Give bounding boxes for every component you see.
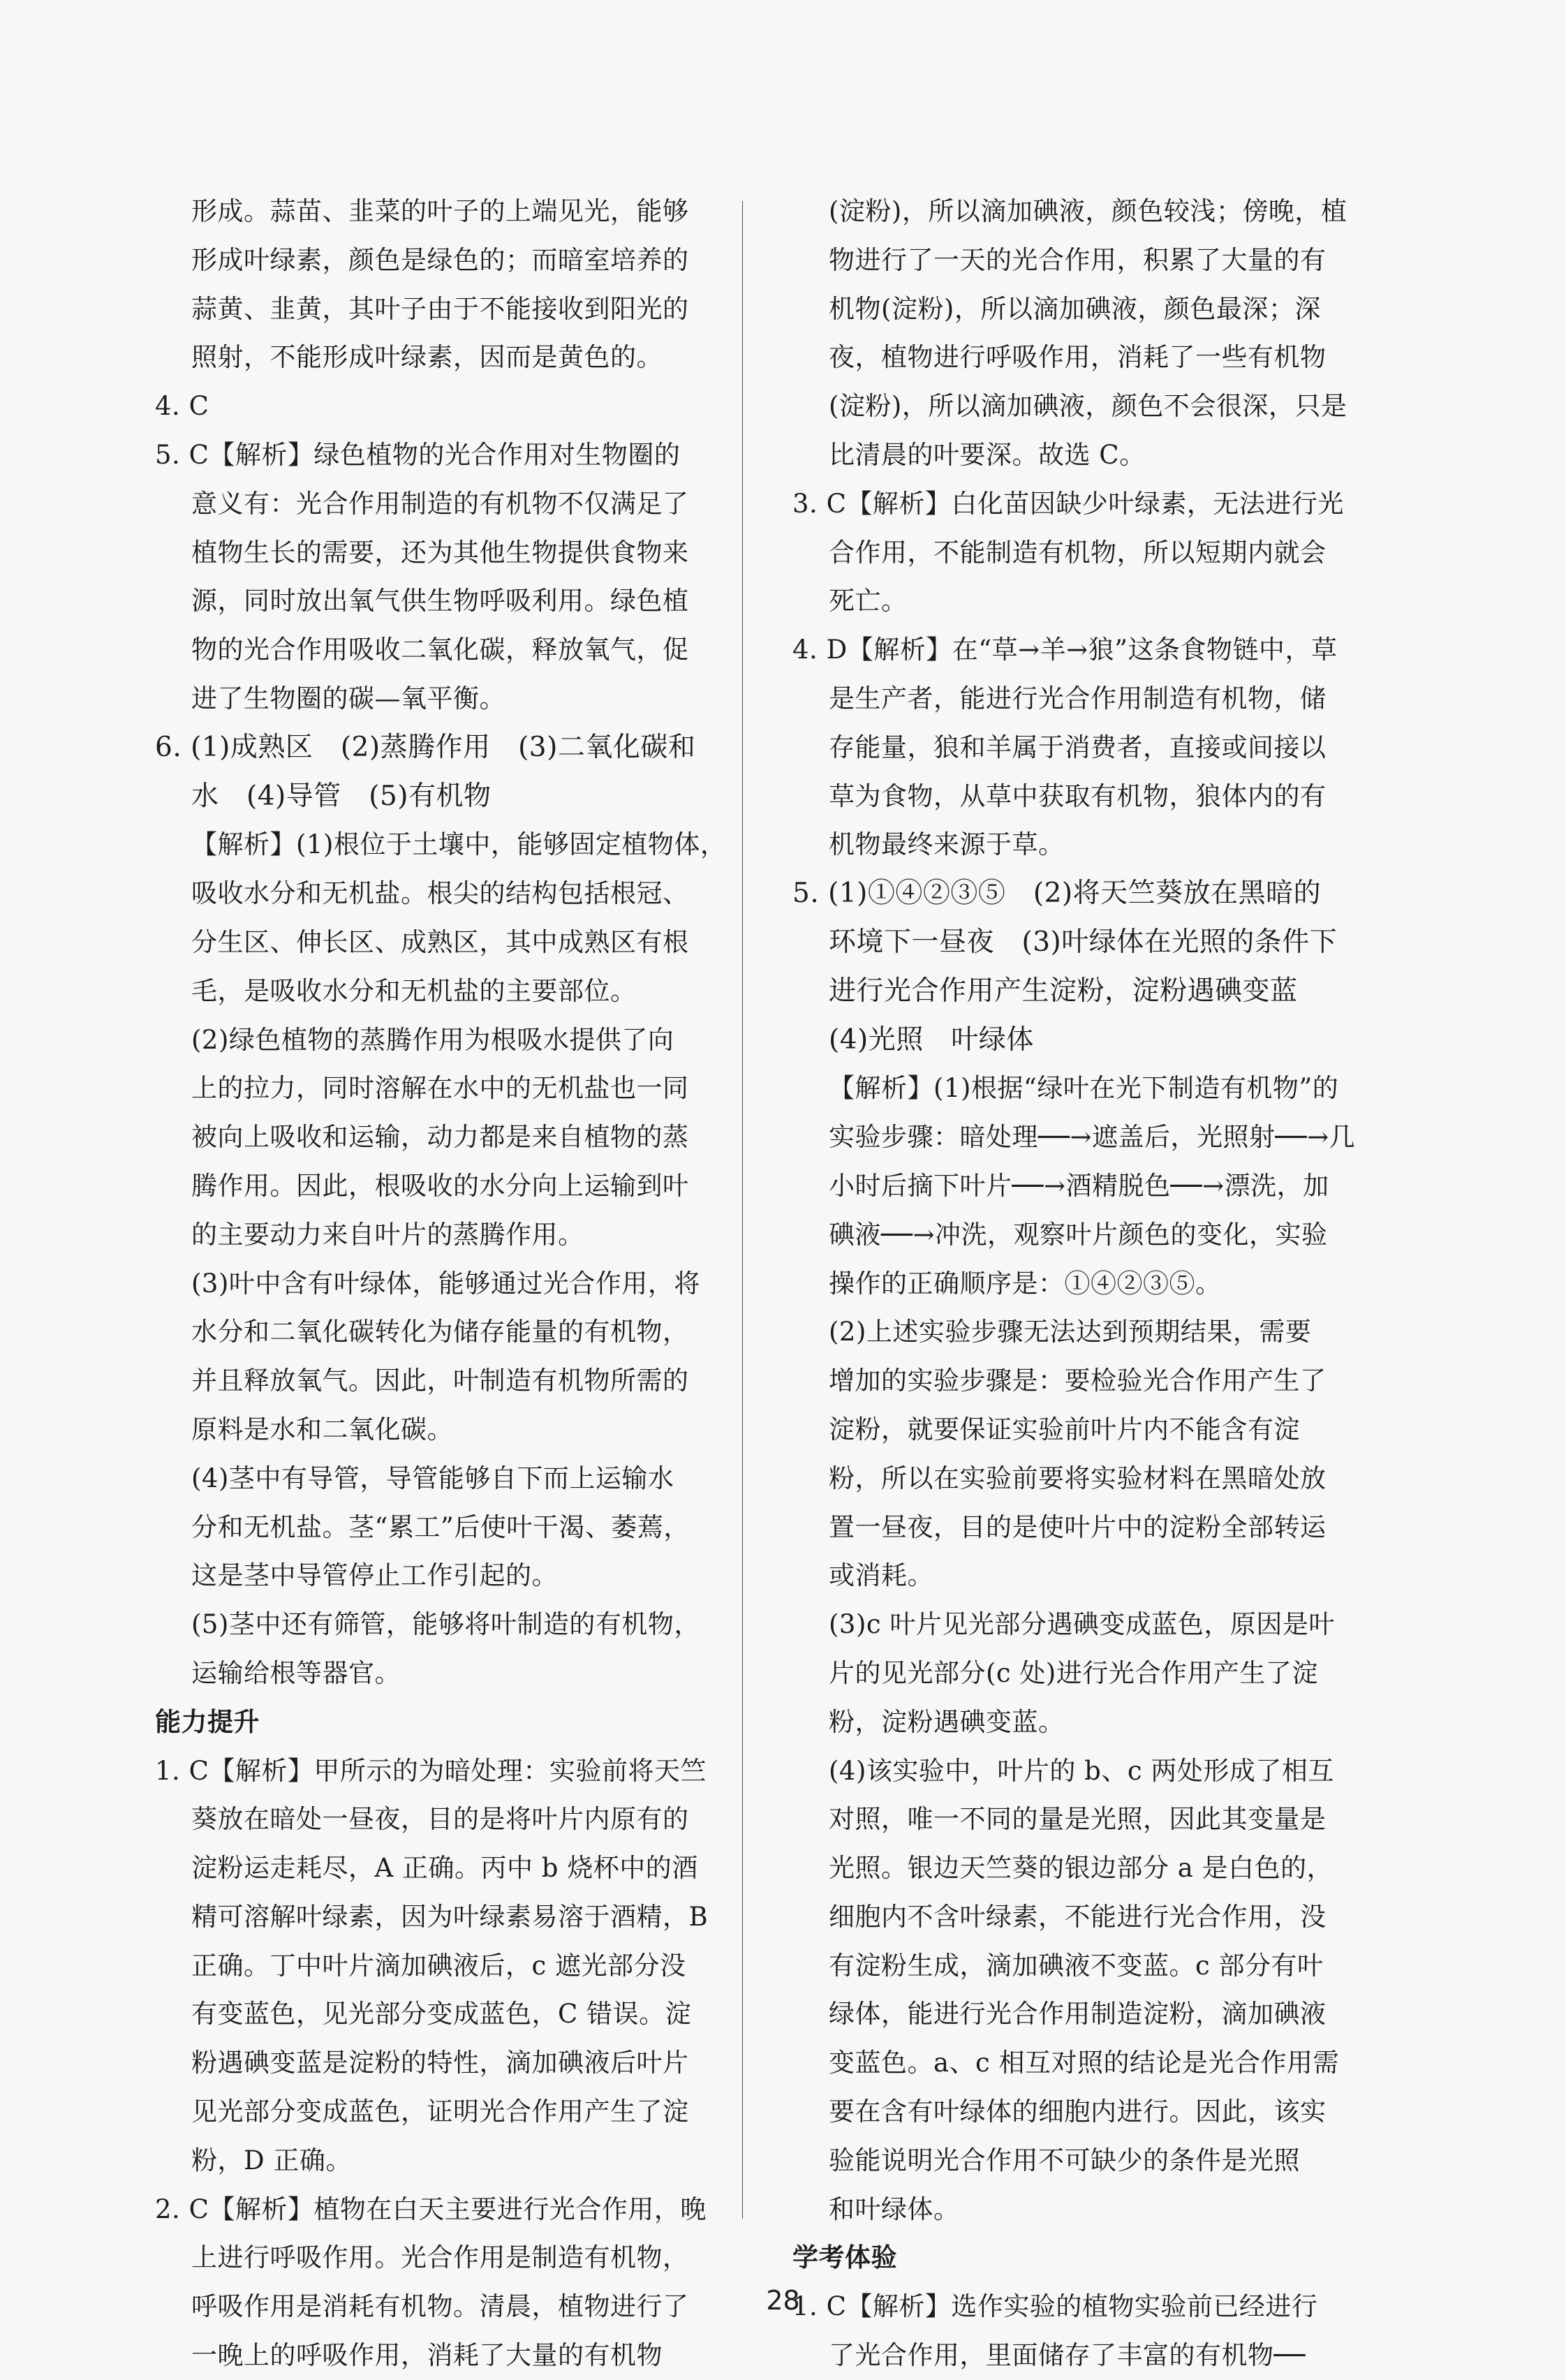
- text-line: 和叶绿体。: [829, 2194, 960, 2224]
- text-line: 吸收水分和无机盐。根尖的结构包括根冠、: [191, 878, 689, 909]
- text-line: 进了生物圈的碳—氧平衡。: [191, 683, 505, 714]
- text-line: 植物生长的需要，还为其他生物提供食物来: [191, 537, 689, 568]
- text-line: 置一昼夜，目的是使叶片中的淀粉全部转运: [829, 1511, 1327, 1542]
- section-heading: 学考体验: [792, 2242, 897, 2273]
- text-line: 操作的正确顺序是：①④②③⑤。: [829, 1268, 1222, 1299]
- text-line: 原料是水和二氧化碳。: [191, 1414, 453, 1444]
- text-line: 水 (4)导管 (5)有机物: [191, 780, 492, 812]
- text-line: 小时后摘下叶片──→酒精脱色──→漂洗，加: [829, 1170, 1329, 1201]
- text-line: 正确。丁中叶片滴加碘液后，c 遮光部分没: [191, 1950, 686, 1981]
- text-line: 葵放在暗处一昼夜，目的是将叶片内原有的: [191, 1804, 689, 1835]
- text-line: (4)该实验中，叶片的 b、c 两处形成了相互: [829, 1755, 1334, 1786]
- column-divider: [742, 201, 743, 2219]
- text-line: 上的拉力，同时溶解在水中的无机盐也一同: [191, 1073, 689, 1104]
- text-line: 5. C【解析】绿色植物的光合作用对生物圈的: [155, 439, 681, 470]
- text-line: 蒜黄、韭黄，其叶子由于不能接收到阳光的: [191, 293, 689, 324]
- text-line: 粉，所以在实验前要将实验材料在黑暗处放: [829, 1463, 1327, 1493]
- text-line: 绿体，能进行光合作用制造淀粉，滴加碘液: [829, 1999, 1327, 2030]
- page-number: 28: [766, 2285, 800, 2316]
- text-line: 5. (1)①④②③⑤ (2)将天竺葵放在黑暗的: [792, 878, 1322, 910]
- text-line: 夜，植物进行呼吸作用，消耗了一些有机物: [829, 342, 1327, 373]
- text-line: 上进行呼吸作用。光合作用是制造有机物，: [191, 2242, 689, 2273]
- text-line: 物进行了一天的光合作用，积累了大量的有: [829, 244, 1327, 275]
- text-line: 存能量，狼和羊属于消费者，直接或间接以: [829, 732, 1327, 762]
- text-line: 有变蓝色，见光部分变成蓝色，C 错误。淀: [191, 1999, 692, 2030]
- text-line: 物的光合作用吸收二氧化碳，释放氧气，促: [191, 635, 689, 665]
- text-line: 光照。银边天竺葵的银边部分 a 是白色的，: [829, 1853, 1334, 1884]
- text-line: (4)光照 叶绿体: [829, 1023, 1034, 1056]
- text-line: 进行光合作用产生淀粉，淀粉遇碘变蓝: [829, 975, 1298, 1007]
- text-line: 被向上吸收和运输，动力都是来自植物的蒸: [191, 1122, 689, 1153]
- text-line: 这是茎中导管停止工作引起的。: [191, 1560, 558, 1591]
- text-line: 草为食物，从草中获取有机物，狼体内的有: [829, 781, 1327, 811]
- text-line: 照射，不能形成叶绿素，因而是黄色的。: [191, 342, 663, 373]
- text-line: 粉，淀粉遇碘变蓝。: [829, 1706, 1065, 1737]
- text-line: 2. C【解析】植物在白天主要进行光合作用，晚: [155, 2194, 707, 2224]
- text-line: (2)绿色植物的蒸腾作用为根吸水提供了向: [191, 1024, 674, 1055]
- text-line: 对照，唯一不同的量是光照，因此其变量是: [829, 1804, 1327, 1835]
- text-line: 源，同时放出氧气供生物呼吸利用。绿色植: [191, 586, 689, 616]
- text-line: 死亡。: [829, 586, 908, 616]
- text-line: 6. (1)成熟区 (2)蒸腾作用 (3)二氧化碳和: [155, 731, 696, 763]
- text-line: 比清晨的叶要深。故选 C。: [829, 439, 1146, 470]
- text-line: 1. C【解析】选作实验的植物实验前已经进行: [792, 2291, 1318, 2322]
- text-line: 机物(淀粉)，所以滴加碘液，颜色最深；深: [829, 293, 1321, 324]
- text-line: 或消耗。: [829, 1560, 933, 1591]
- text-line: 水分和二氧化碳转化为储存能量的有机物，: [191, 1317, 689, 1347]
- text-line: 呼吸作用是消耗有机物。清晨，植物进行了: [191, 2291, 689, 2322]
- text-line: 是生产者，能进行光合作用制造有机物，储: [829, 683, 1327, 714]
- text-line: 4. C: [155, 391, 209, 422]
- text-line: 毛，是吸收水分和无机盐的主要部位。: [191, 975, 637, 1006]
- text-line: 意义有：光合作用制造的有机物不仅满足了: [191, 488, 689, 519]
- text-line: 要在含有叶绿体的细胞内进行。因此，该实: [829, 2097, 1327, 2127]
- text-line: (3)c 叶片见光部分遇碘变成蓝色，原因是叶: [829, 1609, 1335, 1640]
- text-line: 环境下一昼夜 (3)叶绿体在光照的条件下: [829, 926, 1338, 958]
- text-line: (4)茎中有导管，导管能够自下而上运输水: [191, 1463, 674, 1493]
- text-line: 实验步骤：暗处理──→遮盖后，光照射──→几: [829, 1122, 1356, 1153]
- text-line: 形成叶绿素，颜色是绿色的；而暗室培养的: [191, 244, 689, 275]
- text-line: 细胞内不含叶绿素，不能进行光合作用，没: [829, 1901, 1327, 1932]
- text-line: (淀粉)，所以滴加碘液，颜色较浅；傍晚，植: [829, 196, 1347, 226]
- text-line: 一晚上的呼吸作用，消耗了大量的有机物: [191, 2340, 663, 2371]
- text-line: 腾作用。因此，根吸收的水分向上运输到叶: [191, 1170, 689, 1201]
- text-line: 分和无机盐。茎“累工”后使叶干渴、萎蔫，: [191, 1511, 690, 1542]
- text-line: 4. D【解析】在“草→羊→狼”这条食物链中，草: [792, 635, 1338, 665]
- text-line: 并且释放氧气。因此，叶制造有机物所需的: [191, 1366, 689, 1396]
- right-column: [792, 187, 1376, 2380]
- text-line: 机物最终来源于草。: [829, 829, 1065, 860]
- text-line: 形成。蒜苗、韭菜的叶子的上端见光，能够: [191, 196, 689, 226]
- text-line: 见光部分变成蓝色，证明光合作用产生了淀: [191, 2097, 689, 2127]
- text-line: 淀粉，就要保证实验前叶片内不能含有淀: [829, 1414, 1300, 1444]
- text-line: 【解析】(1)根位于土壤中，能够固定植物体，: [191, 829, 727, 860]
- section-heading: 能力提升: [155, 1706, 260, 1737]
- text-line: 精可溶解叶绿素，因为叶绿素易溶于酒精，B: [191, 1901, 709, 1932]
- text-line: 1. C【解析】甲所示的为暗处理：实验前将天竺: [155, 1755, 707, 1786]
- text-line: 【解析】(1)根据“绿叶在光下制造有机物”的: [829, 1073, 1339, 1104]
- text-line: 粉，D 正确。: [191, 2145, 352, 2175]
- text-line: (5)茎中还有筛管，能够将叶制造的有机物，: [191, 1609, 700, 1640]
- text-line: (淀粉)，所以滴加碘液，颜色不会很深，只是: [829, 391, 1347, 422]
- text-line: 淀粉运走耗尽，A 正确。丙中 b 烧杯中的酒: [191, 1853, 698, 1884]
- text-line: 3. C【解析】白化苗因缺少叶绿素，无法进行光: [792, 488, 1344, 519]
- text-line: 粉遇碘变蓝是淀粉的特性，滴加碘液后叶片: [191, 2048, 689, 2078]
- text-line: 了光合作用，里面储存了丰富的有机物──: [829, 2340, 1306, 2371]
- text-line: 变蓝色。a、c 相互对照的结论是光合作用需: [829, 2048, 1340, 2078]
- text-line: 验能说明光合作用不可缺少的条件是光照: [829, 2145, 1300, 2175]
- text-line: 碘液──→冲洗，观察叶片颜色的变化，实验: [829, 1219, 1328, 1250]
- text-line: (2)上述实验步骤无法达到预期结果，需要: [829, 1317, 1312, 1347]
- text-line: 的主要动力来自叶片的蒸腾作用。: [191, 1219, 584, 1250]
- text-line: 分生区、伸长区、成熟区，其中成熟区有根: [191, 926, 689, 957]
- text-line: 增加的实验步骤是：要检验光合作用产生了: [829, 1366, 1327, 1396]
- text-line: 合作用，不能制造有机物，所以短期内就会: [829, 537, 1327, 568]
- left-column: [155, 187, 739, 2380]
- text-line: 片的见光部分(c 处)进行光合作用产生了淀: [829, 1657, 1318, 1688]
- text-line: 运输给根等器官。: [191, 1657, 401, 1688]
- text-line: (3)叶中含有叶绿体，能够通过光合作用，将: [191, 1268, 700, 1299]
- text-line: 有淀粉生成，滴加碘液不变蓝。c 部分有叶: [829, 1950, 1324, 1981]
